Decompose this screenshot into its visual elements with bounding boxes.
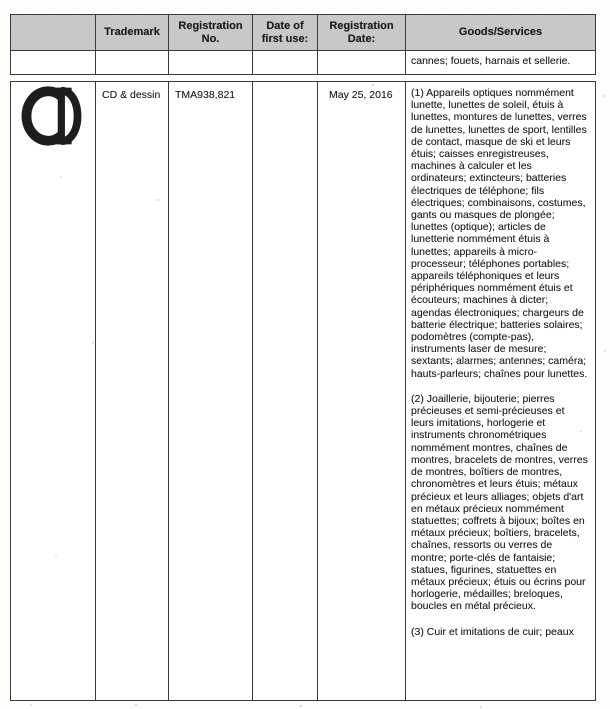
record-cell-goods-services	[406, 82, 596, 701]
carryover-cell-goods-services: cannes; fouets, harnais et sellerie.	[406, 51, 596, 75]
scan-speck	[300, 705, 302, 707]
header-cell-goods-services: Goods/Services	[406, 15, 596, 51]
header-cell-trademark: Trademark	[96, 15, 169, 51]
header-cell-image	[11, 15, 96, 51]
goods-paragraph-2: (2) Joaillerie, bijouterie; pierres précieuses et semi-précieuses et leurs imitations, horlogerie et instruments chronométriques nommément montres, chaînes de montres, bracelets de montres, verres de montres, boîtiers de montres, chronomètres et leurs étuis; métaux précieux et leurs alliages; objets d'art en métaux précieux nommément statuettes; coffrets à bijoux; boîtes en métaux précieux; boîtiers, bracelets, chaînes, ressorts ou verres de montre; porte-clés de fantaisie; statues, figurines, statuettes en métaux précieux; étuis ou écrins pour horlogerie, médailles; breloques, boucles en métal précieux.	[411, 392, 588, 613]
carryover-cell-image	[11, 51, 96, 75]
record-cell-trademark-name: CD & dessin	[96, 82, 169, 701]
trademark-table-header-section	[10, 14, 596, 75]
record-cell-registration-date: May 25, 2016	[318, 82, 406, 701]
trademark-record-row	[10, 81, 596, 701]
record-cell-date-first-use	[253, 82, 318, 701]
goods-paragraph-3: (3) Cuir et imitations de cuir; peaux	[411, 625, 574, 638]
record-cell-registration-no: TMA938,821	[169, 82, 253, 701]
scan-speck	[55, 556, 57, 558]
cd-monogram-logo	[16, 86, 84, 146]
scan-speck	[603, 95, 605, 97]
header-cell-date-first-use: Date of first use:	[253, 15, 318, 51]
scan-speck	[157, 199, 159, 201]
scan-speck	[576, 123, 578, 125]
carryover-cell-date-first-use	[253, 51, 318, 75]
scan-speck	[60, 176, 62, 178]
scan-speck	[480, 706, 482, 708]
carryover-cell-registration-date	[318, 51, 406, 75]
record-cell-image	[11, 82, 96, 701]
carryover-cell-trademark	[96, 51, 169, 75]
scan-speck	[580, 430, 582, 432]
carryover-cell-registration-no	[169, 51, 253, 75]
header-cell-registration-no: Registration No.	[169, 15, 253, 51]
scan-speck	[372, 84, 374, 86]
goods-paragraph-1: (1) Appareils optiques nommément lunette, lunettes de soleil, étuis à lunettes, montures de lunettes, verres de lunettes, lunettes de sport, lentilles de contact, masque de ski et leurs étuis; caisses enregistreuses, machines à calculer et les ordinateurs; extincteurs; batteries électriques de téléphone; fils électriques; combinaisons, costumes, gants ou masques de plongée; lunettes (optique); articles de lunetterie nommément étuis à lunettes; appareils à micro-processeur; téléphones portables; appareils téléphoniques et leurs périphériques nommément étuis et écouteurs; machines à dicter; agendas électroniques; chargeurs de batterie électrique; batteries solaires; podomètres (compte-pas), instruments laser de mesure; sextants; alarmes; antennes; caméra; hauts-parleurs; chaînes pour lunettes.	[411, 87, 588, 380]
scan-speck	[135, 704, 137, 706]
header-cell-registration-date: Registration Date:	[318, 15, 406, 51]
scan-speck	[92, 342, 94, 344]
scan-speck	[604, 350, 606, 352]
scan-speck	[30, 704, 32, 706]
